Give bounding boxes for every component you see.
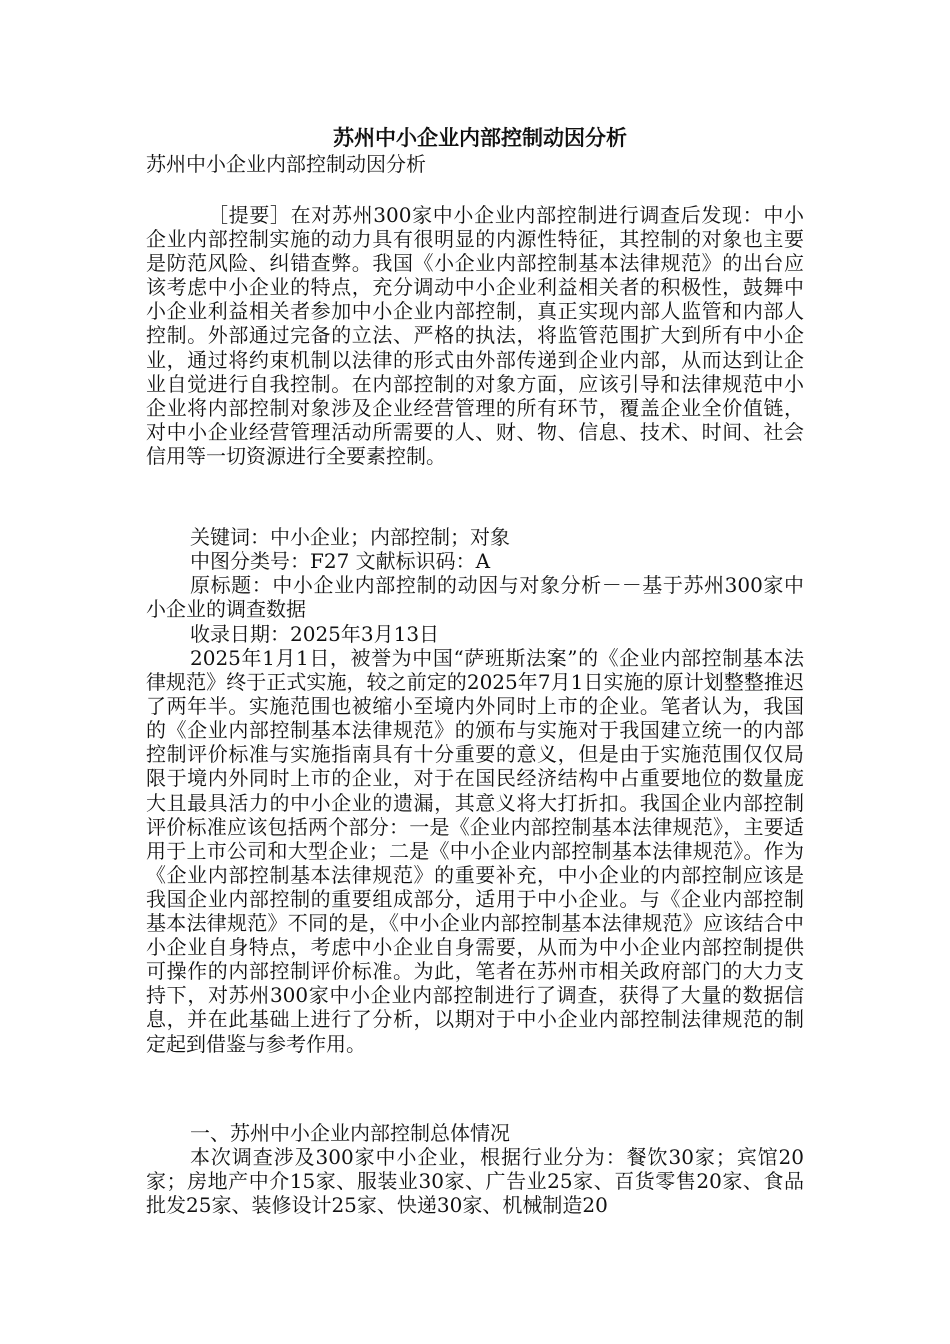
document-title: 苏州中小企业内部控制动因分析 [333, 125, 627, 150]
keywords-line: 关键词：中小企业；内部控制；对象 [190, 525, 510, 549]
classification-line: 中图分类号：F27 文献标识码：A [190, 549, 491, 573]
body-paragraph: 2025年1月1日，被誉为中国“萨班斯法案”的《企业内部控制基本法律规范》终于正式实施，较之前定的2025年7月1日实施的原计划整整推迟了两年半。实施范围也被缩小至境内外同时上市的企业。笔者认为，我国的《企业内部控制基本法律规范》的颁布与实施对于我国建立统一的内部控制评价标准与实施指南具有十分重要的意义，但是由于实施范围仅仅局限于境内外同时上市的企业，对于在国民经济结构中占重要地位的数量庞大且最具活力的中小企业的遗漏，其意义将大打折扣。我国企业内部控制评价标准应该包括两个部分：一是《企业内部控制基本法律规范》，主要适用于上市公司和大型企业；二是《中小企业内部控制基本法律规范》。作为《企业内部控制基本法律规范》的重要补充，中小企业的内部控制应该是我国企业内部控制的重要组成部分，适用于中小企业。与《企业内部控制基本法律规范》不同的是，《中小企业内部控制基本法律规范》应该结合中小企业自身特点，考虑中小企业自身需要，从而为中小企业内部控制提供可操作的内部控制评价标准。为此，笔者在苏州市相关政府部门的大力支持下，对苏州300家中小企业内部控制进行了调查，获得了大量的数据信息，并在此基础上进行了分析，以期对于中小企业内部控制法律规范的制定起到借鉴与参考作用。 [146, 646, 804, 1056]
abstract-paragraph: ［提要］在对苏州300家中小企业内部控制进行调查后发现：中小企业内部控制实施的动力具有很明显的内源性特征，其控制的对象也主要是防范风险、纠错查弊。我国《小企业内部控制基本法律规范》的出台应该考虑中小企业的特点，充分调动中小企业利益相关者的积极性，鼓舞中小企业利益相关者参加中小企业内部控制，真正实现内部人监管和内部人控制。外部通过完备的立法、严格的执法，将监管范围扩大到所有中小企业，通过将约束机制以法律的形式由外部传递到企业内部，从而达到让企业自觉进行自我控制。在内部控制的对象方面，应该引导和法律规范中小企业将内部控制对象涉及企业经营管理的所有环节，覆盖企业全价值链，对中小企业经营管理活动所需要的人、财、物、信息、技术、时间、社会信用等一切资源进行全要素控制。 [146, 203, 804, 468]
received-date-line: 收录日期：2025年3月13日 [190, 622, 440, 646]
document-subtitle: 苏州中小企业内部控制动因分析 [146, 152, 426, 176]
body-paragraph-2: 本次调查涉及300家中小企业，根据行业分为：餐饮30家；宾馆20家；房地产中介15家、服装业30家、广告业25家、百货零售20家、食品批发25家、装修设计25家、快递30家、机械制造20 [146, 1145, 804, 1218]
original-title-line: 原标题：中小企业内部控制的动因与对象分析－－基于苏州300家中小企业的调查数据 [146, 573, 804, 622]
section-heading: 一、苏州中小企业内部控制总体情况 [190, 1121, 510, 1145]
